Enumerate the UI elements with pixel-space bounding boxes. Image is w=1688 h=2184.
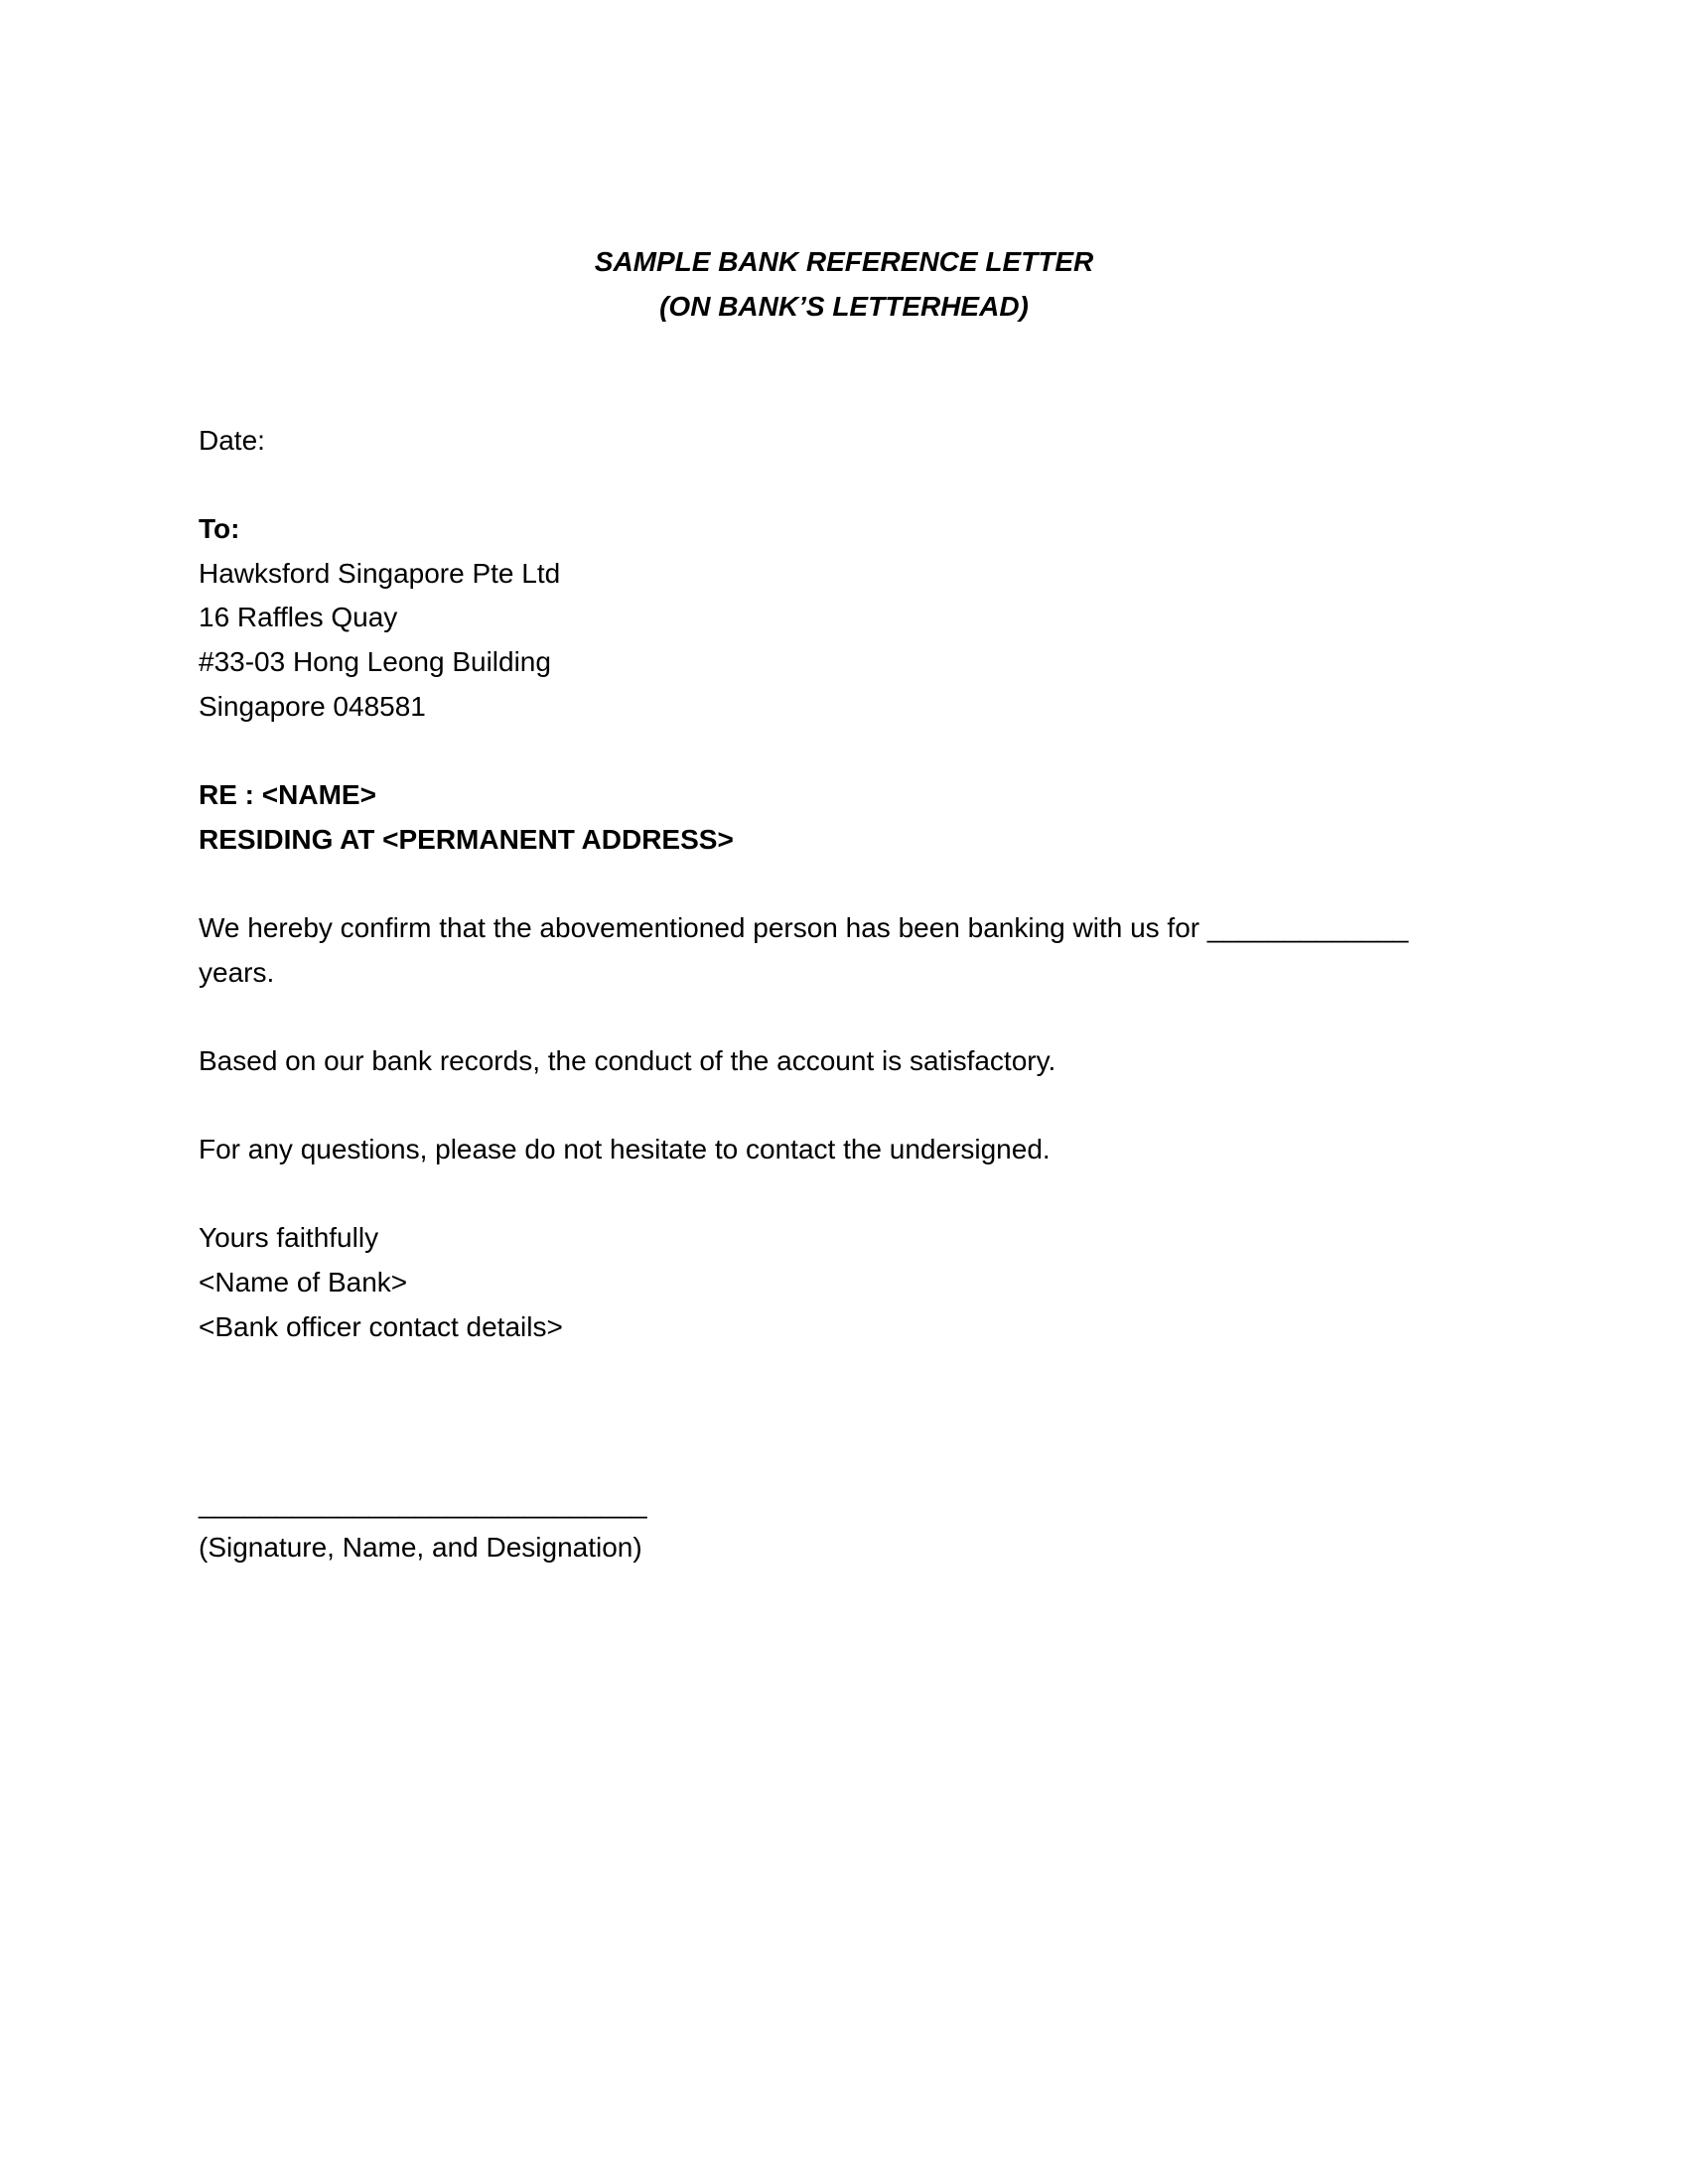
date-label: Date: <box>199 425 265 456</box>
recipient-company: Hawksford Singapore Pte Ltd <box>199 558 561 589</box>
body-paragraph-1-line-1: We hereby confirm that the abovementioned person has been banking with us for _____________ <box>199 912 1409 943</box>
closing-officer-contact: <Bank officer contact details> <box>199 1311 563 1342</box>
subject-residing-line: RESIDING AT <PERMANENT ADDRESS> <box>199 824 734 855</box>
letter-subtitle: (ON BANK’S LETTERHEAD) <box>659 291 1029 322</box>
recipient-address-line-1: 16 Raffles Quay <box>199 602 398 632</box>
signature-line: _____________________________ <box>199 1488 647 1519</box>
closing-bank-name: <Name of Bank> <box>199 1267 408 1297</box>
body-paragraph-2: Based on our bank records, the conduct of the account is satisfactory. <box>199 1045 1056 1076</box>
signature-caption: (Signature, Name, and Designation) <box>199 1532 642 1563</box>
recipient-address-line-2: #33-03 Hong Leong Building <box>199 646 551 677</box>
body-paragraph-1-line-2: years. <box>199 957 275 988</box>
recipient-address-line-3: Singapore 048581 <box>199 691 426 722</box>
closing-salutation: Yours faithfully <box>199 1222 379 1253</box>
recipient-label: To: <box>199 513 240 544</box>
body-paragraph-3: For any questions, please do not hesitate to contact the undersigned. <box>199 1134 1051 1164</box>
subject-re-line: RE : <NAME> <box>199 779 376 810</box>
letter-title: SAMPLE BANK REFERENCE LETTER <box>594 246 1094 277</box>
